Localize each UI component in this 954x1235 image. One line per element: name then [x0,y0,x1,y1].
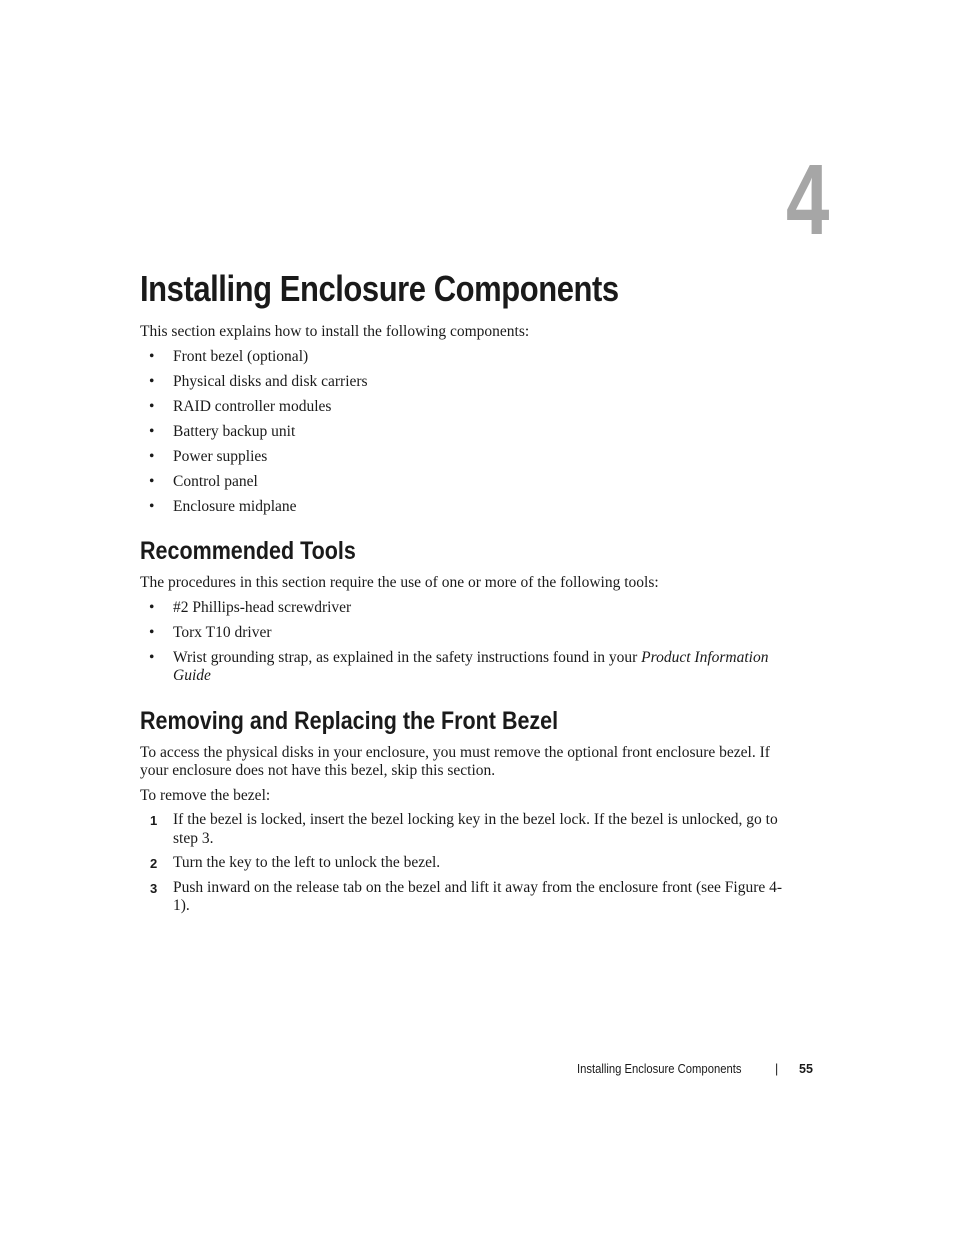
list-item: • Torx T10 driver [149,623,272,641]
list-item: • Control panel [149,472,258,490]
footer-separator: | [775,1062,779,1076]
list-item: • Front bezel (optional) [149,347,309,365]
step-number: 1 [150,813,158,828]
list-item: • #2 Phillips-head screwdriver [149,598,352,616]
footer-title: Installing Enclosure Components [577,1062,742,1076]
document-reference: Product Information Guide [173,648,769,684]
list-item: • RAID controller modules [149,397,332,415]
bullet-icon: • [149,648,155,666]
bullet-icon: • [149,422,155,440]
chapter-title: Installing Enclosure Components [140,268,619,309]
bullet-icon: • [149,347,155,365]
intro-paragraph: This section explains how to install the following components: [140,323,530,340]
tools-paragraph: The procedures in this section require the use of one or more of the following tools: [140,574,659,591]
bullet-icon: • [149,598,155,616]
list-item: • Enclosure midplane [149,497,297,515]
step-number: 2 [150,856,158,871]
components-list [140,348,790,517]
bullet-icon: • [149,447,155,465]
step-item: 2 Turn the key to the left to unlock the bezel. [140,854,790,873]
step-number: 3 [150,880,158,896]
bullet-icon: • [149,623,155,641]
list-item: • Power supplies [149,447,268,465]
list-item: • Physical disks and disk carriers [149,372,368,390]
list-item: • Wrist grounding strap, as explained in the safety instructions found in your Product Information Guide [149,648,769,684]
list-item: • Battery backup unit [149,422,296,440]
section-heading-bezel: Removing and Replacing the Front Bezel [140,706,559,735]
bezel-paragraph: To access the physical disks in your enclosure, you must remove the optional front enclosure bezel. If your enclosure does not have this bezel, skip this section. [140,743,770,779]
bullet-icon: • [149,372,155,390]
step-item: 1 If the bezel is locked, insert the bezel locking key in the bezel lock. If the bezel is unlocked, go to step 3. [150,811,778,847]
bullet-icon: • [149,472,155,490]
page-number: 55 [799,1062,813,1076]
remove-bezel-label: To remove the bezel: [140,786,271,804]
section-heading-tools: Recommended Tools [140,537,356,565]
page-content [140,268,790,922]
bullet-icon: • [149,497,155,515]
chapter-number: 4 [786,144,830,256]
bullet-icon: • [149,397,155,415]
bezel-steps-list [140,811,790,916]
tools-list [140,599,790,686]
step-item: 3 Push inward on the release tab on the bezel and lift it away from the enclosure front (see Figure 4-1). [150,878,783,914]
